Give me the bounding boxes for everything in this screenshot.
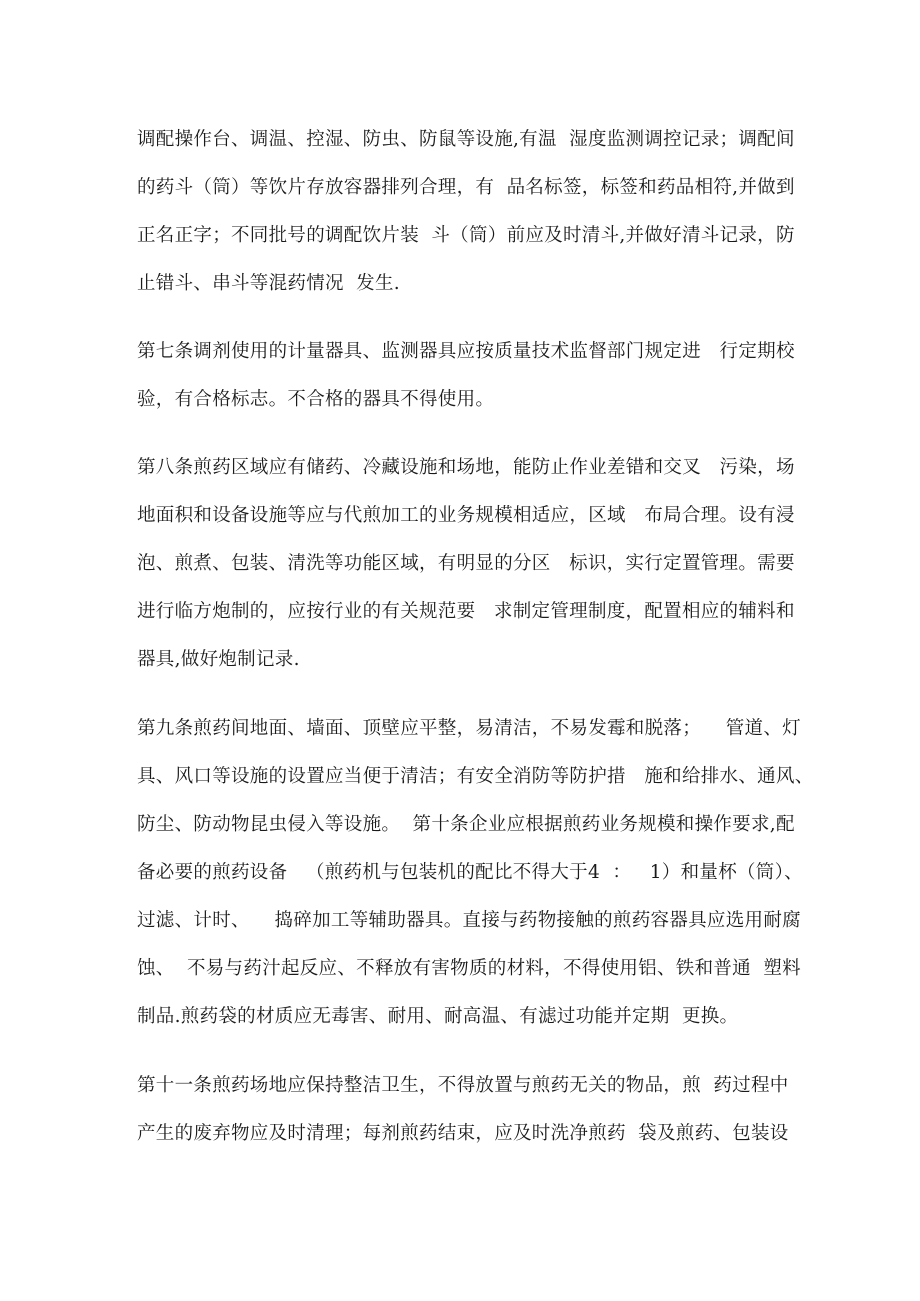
text-line: 第八条煎药区域应有储药、冷藏设施和场地，能防止作业差错和交叉 污染，场 (137, 457, 795, 478)
text-line: 过滤、计时、 捣碎加工等辅助器具。直接与药物接触的煎药容器具应选用耐腐 (137, 910, 801, 931)
text-line: 第七条调剂使用的计量器具、监测器具应按质量技术监督部门规定进 行定期校 (137, 341, 795, 362)
text-line: 进行临方炮制的，应按行业的有关规范要 求制定管理制度，配置相应的辅料和 (137, 601, 795, 622)
text-line: 地面积和设备设施等应与代煎加工的业务规模相适应，区域 布局合理。设有浸 (137, 505, 795, 526)
text-line: 具、风口等设施的设置应当便于清洁；有安全消防等防护措 施和给排水、通风、 (137, 766, 814, 787)
text-line: 制品.煎药袋的材质应无毒害、耐用、耐高温、有滤过功能并定期 更换。 (137, 1006, 739, 1027)
text-line: 蚀、 不易与药汁起反应、不释放有害物质的材料，不得使用铝、铁和普通 塑料 (137, 958, 801, 979)
text-line: 验，有合格标志。不合格的器具不得使用。 (137, 389, 495, 410)
text-line: 防尘、防动物昆虫侵入等设施。 第十条企业应根据煎药业务规模和操作要求,配 (137, 814, 795, 835)
text-line: 的药斗（筒）等饮片存放容器排列合理，有 品名标签，标签和药品相符,并做到 (137, 177, 795, 198)
text-line: 泡、煎煮、包装、清洗等功能区域，有明显的分区 标识，实行定置管理。需要 (137, 553, 795, 574)
text-line: 器具,做好炮制记录. (137, 649, 300, 670)
text-line: 调配操作台、调温、控湿、防虫、防鼠等设施,有温 湿度监测调控记录；调配间 (137, 129, 795, 150)
text-line: 备必要的煎药设备 （煎药机与包装机的配比不得大于4 ： 1）和量杯（筒）、 (137, 862, 803, 883)
text-line: 第十一条煎药场地应保持整洁卫生，不得放置与煎药无关的物品，煎 药过程中 (137, 1075, 789, 1096)
text-line: 第九条煎药间地面、墙面、顶壁应平整，易清洁，不易发霉和脱落； 管道、灯 (137, 718, 801, 739)
text-line: 产生的废弃物应及时清理；每剂煎药结束，应及时洗净煎药 袋及煎药、包装设 (137, 1123, 789, 1144)
text-line: 正名正字；不同批号的调配饮片装 斗（筒）前应及时清斗,并做好清斗记录，防 (137, 225, 795, 246)
text-line: 止错斗、串斗等混药情况 发生. (137, 273, 400, 294)
